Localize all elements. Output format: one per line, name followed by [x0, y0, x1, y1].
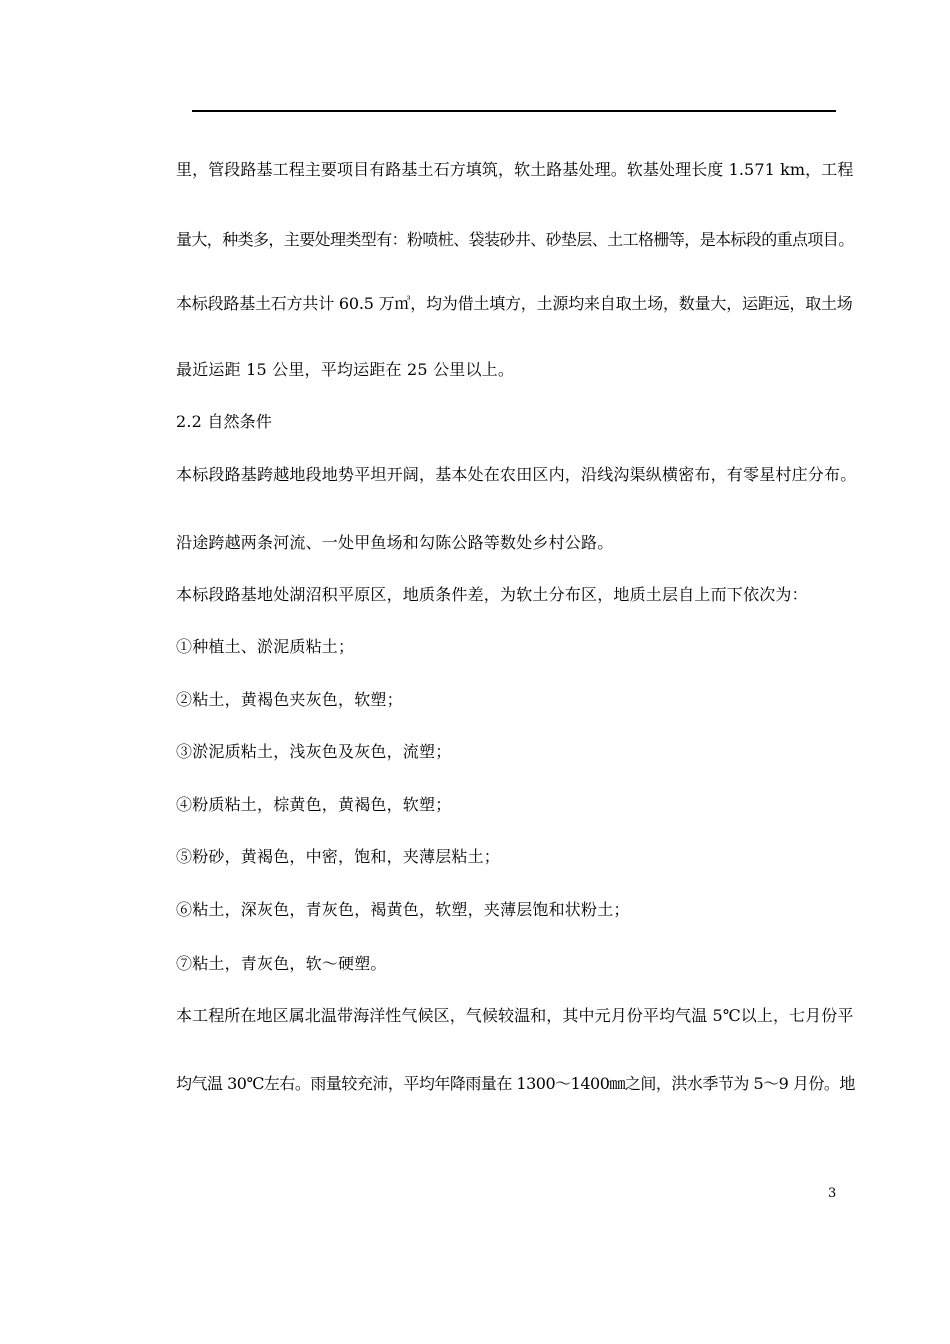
soil-layer-item: ⑤粉砂，黄褐色，中密，饱和，夹薄层粘土；	[176, 847, 501, 866]
section-heading: 2.2 自然条件	[176, 412, 273, 431]
body-text-line: 量大，种类多，主要处理类型有：粉喷桩、袋装砂井、砂垫层、土工格栅等，是本标段的重点项目。	[176, 230, 854, 249]
body-text-line: 本标段路基跨越地段地势平坦开阔，基本处在农田区内，沿线沟渠纵横密布，有零星村庄分布。	[176, 465, 857, 484]
soil-layer-item: ⑦粘土，青灰色，软～硬塑。	[176, 954, 387, 973]
body-text-line: 里，管段路基工程主要项目有路基土石方填筑，软土路基处理。软基处理长度 1.571 km，工程	[176, 160, 854, 179]
soil-layer-item: ③淤泥质粘土，浅灰色及灰色，流塑；	[176, 742, 452, 761]
body-text-line: 本工程所在地区属北温带海洋性气候区，气候较温和，其中元月份平均气温 5℃以上，七月份平	[176, 1006, 854, 1025]
body-text-line: 本标段路基地处湖沼积平原区，地质条件差，为软土分布区，地质土层自上而下依次为：	[176, 585, 808, 604]
body-text-line: 本标段路基土石方共计 60.5 万㎥，均为借土填方，土源均来自取土场，数量大，运距远，取土场	[176, 294, 853, 313]
body-text-line: 最近运距 15 公里，平均运距在 25 公里以上。	[176, 360, 515, 379]
soil-layer-item: ②粘土，黄褐色夹灰色，软塑；	[176, 690, 403, 709]
body-text-line: 沿途跨越两条河流、一处甲鱼场和勾陈公路等数处乡村公路。	[176, 533, 614, 552]
soil-layer-item: ①种植土、淤泥质粘土；	[176, 637, 355, 656]
soil-layer-item: ⑥粘土，深灰色，青灰色，褐黄色，软塑，夹薄层饱和状粉土；	[176, 900, 630, 919]
header-rule	[192, 110, 836, 112]
page-number: 3	[828, 1186, 837, 1201]
soil-layer-item: ④粉质粘土，棕黄色，黄褐色，软塑；	[176, 795, 452, 814]
body-text-line: 均气温 30℃左右。雨量较充沛，平均年降雨量在 1300～1400㎜之间，洪水季节为 5～9 月份。地	[176, 1074, 855, 1093]
